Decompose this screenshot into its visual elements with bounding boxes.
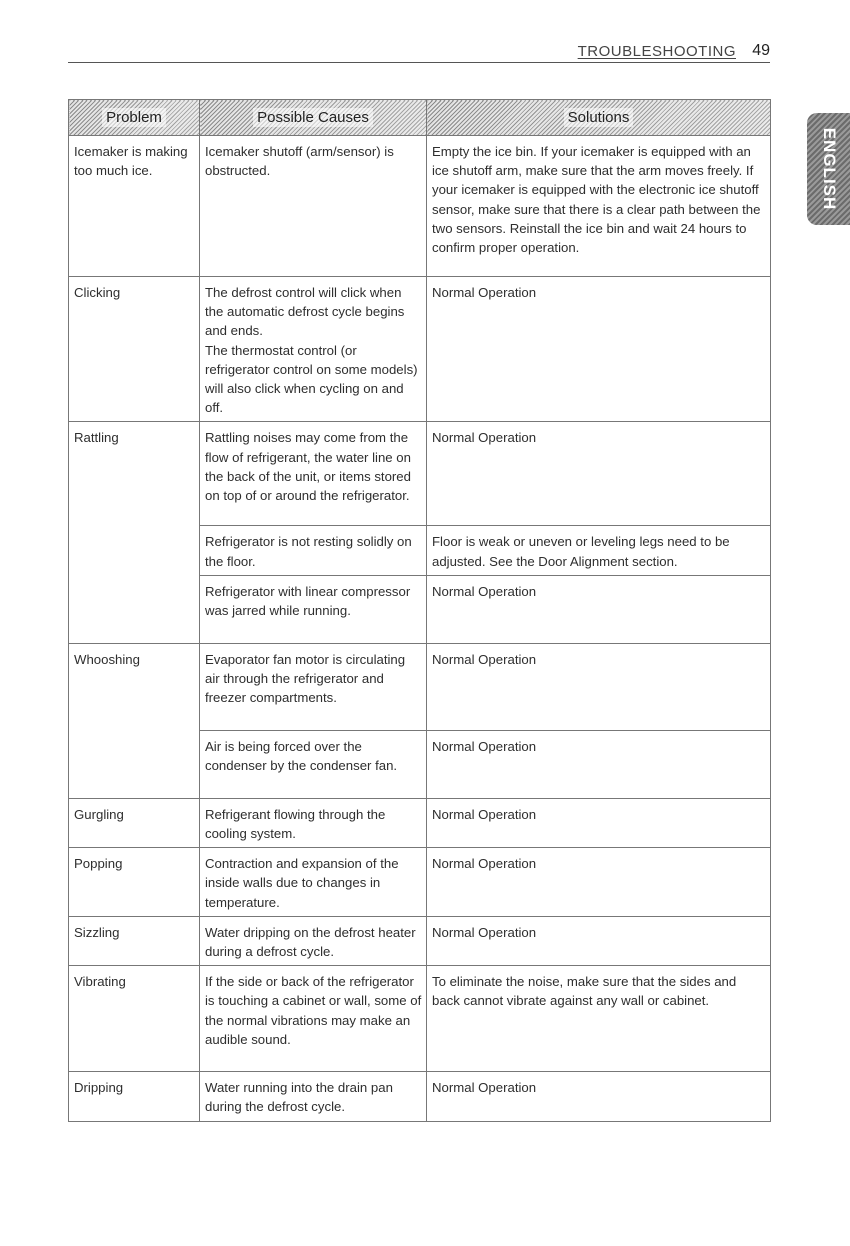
- cause-cell: Refrigerator is not resting solidly on the floor.: [200, 526, 427, 575]
- table-row: [69, 798, 771, 847]
- table-row: [69, 136, 771, 277]
- cause-cell: Water running into the drain pan during the defrost cycle.: [200, 1072, 427, 1121]
- table-header-row: [69, 100, 771, 136]
- page-number: 49: [752, 42, 770, 59]
- problem-cell: [69, 730, 200, 798]
- problem-cell: Icemaker is making too much ice.: [69, 136, 200, 277]
- column-header-problem: Problem: [69, 100, 200, 136]
- table-row: [69, 643, 771, 730]
- table-row: [69, 1072, 771, 1121]
- language-tab: [807, 113, 850, 225]
- solution-cell: Normal Operation: [427, 798, 771, 847]
- cause-cell: Air is being forced over the condenser by the condenser fan.: [200, 730, 427, 798]
- table-row: [69, 575, 771, 643]
- column-header-causes: Possible Causes: [200, 100, 427, 136]
- problem-cell: Popping: [69, 848, 200, 917]
- problem-cell: Gurgling: [69, 798, 200, 847]
- problem-cell: Rattling: [69, 422, 200, 526]
- solution-cell: Normal Operation: [427, 916, 771, 965]
- cause-cell: Water dripping on the defrost heater during a defrost cycle.: [200, 916, 427, 965]
- problem-cell: Vibrating: [69, 966, 200, 1072]
- solution-cell: Normal Operation: [427, 277, 771, 422]
- table-row: [69, 277, 771, 422]
- cause-cell: If the side or back of the refrigerator is touching a cabinet or wall, some of the normal vibrations may make an audible sound.: [200, 966, 427, 1072]
- column-header-solutions: Solutions: [427, 100, 771, 136]
- cause-text: The thermostat control (or refrigerator control on some models) will also click when cycling on and off.: [205, 342, 418, 416]
- solution-cell: To eliminate the noise, make sure that the sides and back cannot vibrate against any wall or cabinet.: [427, 966, 771, 1072]
- cause-cell: Rattling noises may come from the flow of refrigerant, the water line on the back of the unit, or items stored on top of or around the refrigerator.: [200, 422, 427, 526]
- page-header: [68, 42, 770, 63]
- table-row: [69, 526, 771, 575]
- solution-cell: Normal Operation: [427, 848, 771, 917]
- table-row: [69, 848, 771, 917]
- section-title: TROUBLESHOOTING: [577, 43, 736, 60]
- problem-cell: Sizzling: [69, 916, 200, 965]
- table-row: [69, 916, 771, 965]
- solution-cell: Normal Operation: [427, 643, 771, 730]
- solution-cell: Floor is weak or uneven or leveling legs need to be adjusted. See the Door Alignment section.: [427, 526, 771, 575]
- table-row: [69, 730, 771, 798]
- solution-cell: Normal Operation: [427, 1072, 771, 1121]
- problem-cell: [69, 526, 200, 575]
- table-row: [69, 966, 771, 1072]
- language-tab-label: ENGLISH: [819, 127, 839, 211]
- cause-cell: Icemaker shutoff (arm/sensor) is obstructed.: [200, 136, 427, 277]
- solution-cell: Empty the ice bin. If your icemaker is equipped with an ice shutoff arm, make sure that the arm moves freely. If your icemaker is equipped with the electronic ice shutoff sensor, make sure that there is a clear path between the two sensors. Reinstall the ice bin and wait 24 hours to confirm proper operation.: [427, 136, 771, 277]
- problem-cell: Whooshing: [69, 643, 200, 730]
- cause-cell: Contraction and expansion of the inside walls due to changes in temperature.: [200, 848, 427, 917]
- troubleshooting-table: [68, 99, 771, 1122]
- solution-cell: Normal Operation: [427, 575, 771, 643]
- solution-cell: Normal Operation: [427, 730, 771, 798]
- cause-cell: Evaporator fan motor is circulating air through the refrigerator and freezer compartments.: [200, 643, 427, 730]
- solution-cell: Normal Operation: [427, 422, 771, 526]
- cause-cell: Refrigerator with linear compressor was jarred while running.: [200, 575, 427, 643]
- problem-cell: Clicking: [69, 277, 200, 422]
- cause-cell: [200, 277, 427, 422]
- table-row: [69, 422, 771, 526]
- cause-text: The defrost control will click when the automatic defrost cycle begins and ends.: [205, 285, 405, 339]
- problem-cell: Dripping: [69, 1072, 200, 1121]
- problem-cell: [69, 575, 200, 643]
- cause-cell: Refrigerant flowing through the cooling system.: [200, 798, 427, 847]
